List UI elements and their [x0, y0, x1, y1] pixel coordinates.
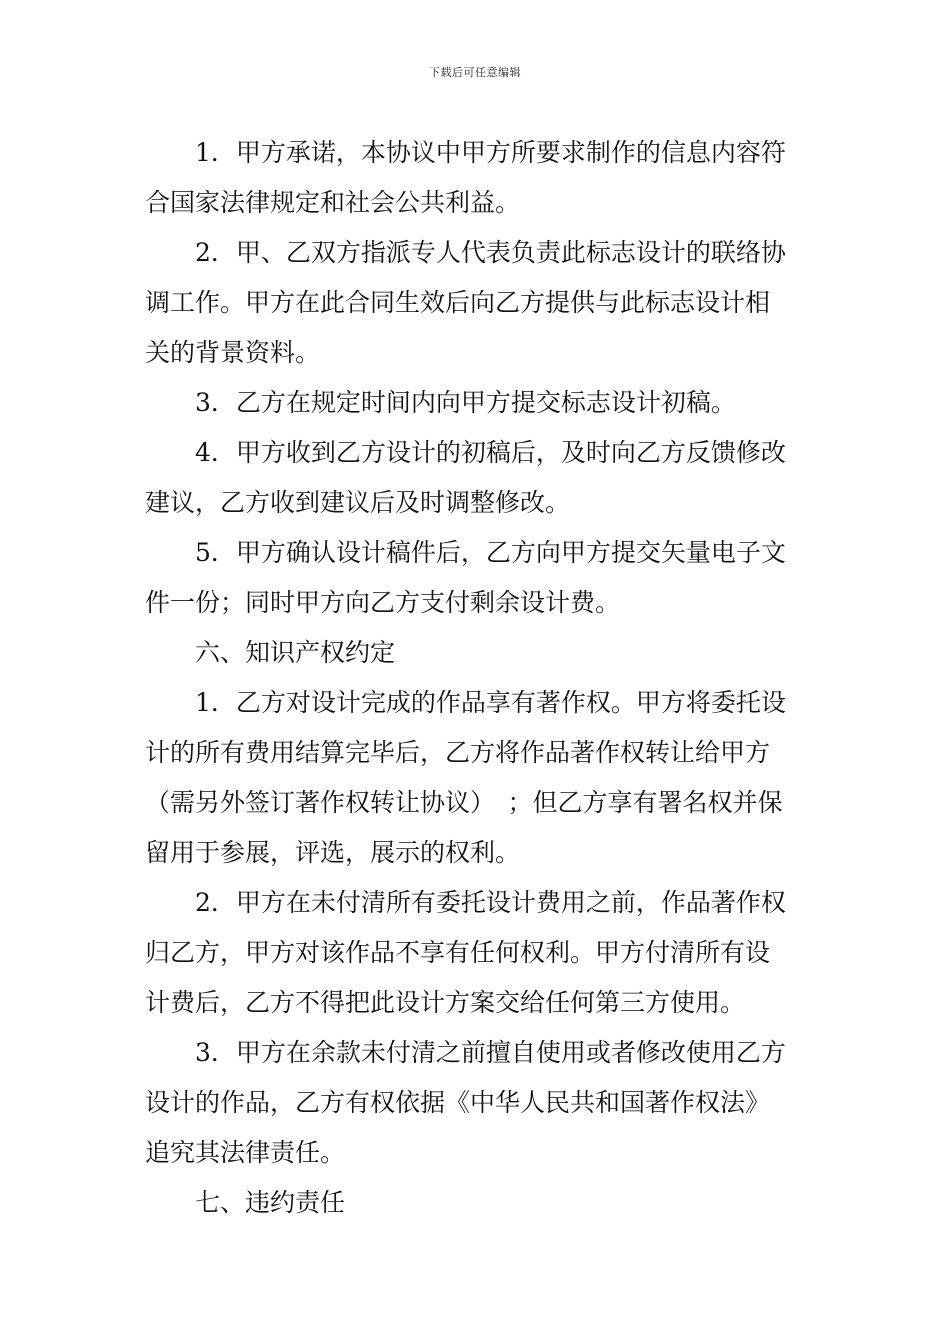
text-line: 六、知识产权约定 [195, 638, 396, 667]
text-line: 2．甲方在未付清所有委托设计费用之前，作品著作权 [195, 888, 786, 917]
text-line: 设计的作品，乙方有权依据《中华人民共和国著作权法》 [145, 1088, 771, 1117]
text-line: 计费后，乙方不得把此设计方案交给任何第三方使用。 [145, 988, 746, 1017]
paragraph-clause-3 [145, 378, 807, 428]
paragraph-clause-4 [145, 428, 807, 528]
text-line: 件一份；同时甲方向乙方支付剩余设计费。 [145, 588, 621, 617]
text-line: 调工作。甲方在此合同生效后向乙方提供与此标志设计相 [145, 288, 771, 317]
text-line: 合国家法律规定和社会公共利益。 [145, 188, 521, 217]
paragraph-ip-1 [145, 678, 807, 878]
text-line: 4．甲方收到乙方设计的初稿后，及时向乙方反馈修改 [195, 438, 786, 467]
text-line: 2．甲、乙双方指派专人代表负责此标志设计的联络协 [195, 238, 786, 267]
paragraph-ip-2 [145, 878, 807, 1028]
text-line: 1．甲方承诺，本协议中甲方所要求制作的信息内容符 [195, 138, 786, 167]
section-heading-ip [145, 628, 807, 678]
text-line: 建议，乙方收到建议后及时调整修改。 [145, 488, 571, 517]
paragraph-clause-1 [145, 128, 807, 228]
text-line: 七、违约责任 [195, 1188, 346, 1217]
page-header: 下载后可任意编辑 [429, 66, 521, 79]
text-line: （需另外签订著作权转让协议） ；但乙方享有署名权并保 [145, 788, 783, 817]
document-body [145, 128, 807, 1228]
text-line: 留用于参展，评选，展示的权利。 [145, 838, 521, 867]
text-line: 追究其法律责任。 [145, 1138, 346, 1167]
text-line: 计的所有费用结算完毕后，乙方将作品著作权转让给甲方 [145, 738, 771, 767]
paragraph-clause-2 [145, 228, 807, 378]
text-line: 3．乙方在规定时间内向甲方提交标志设计初稿。 [195, 388, 736, 417]
paragraph-ip-3 [145, 1028, 807, 1178]
paragraph-clause-5 [145, 528, 807, 628]
section-heading-breach [145, 1178, 807, 1228]
text-line: 归乙方，甲方对该作品不享有任何权利。甲方付清所有设 [145, 938, 771, 967]
text-line: 3．甲方在余款未付清之前擅自使用或者修改使用乙方 [195, 1038, 786, 1067]
text-line: 1．乙方对设计完成的作品享有著作权。甲方将委托设 [195, 688, 786, 717]
text-line: 5．甲方确认设计稿件后，乙方向甲方提交矢量电子文 [195, 538, 786, 567]
text-line: 关的背景资料。 [145, 338, 321, 367]
